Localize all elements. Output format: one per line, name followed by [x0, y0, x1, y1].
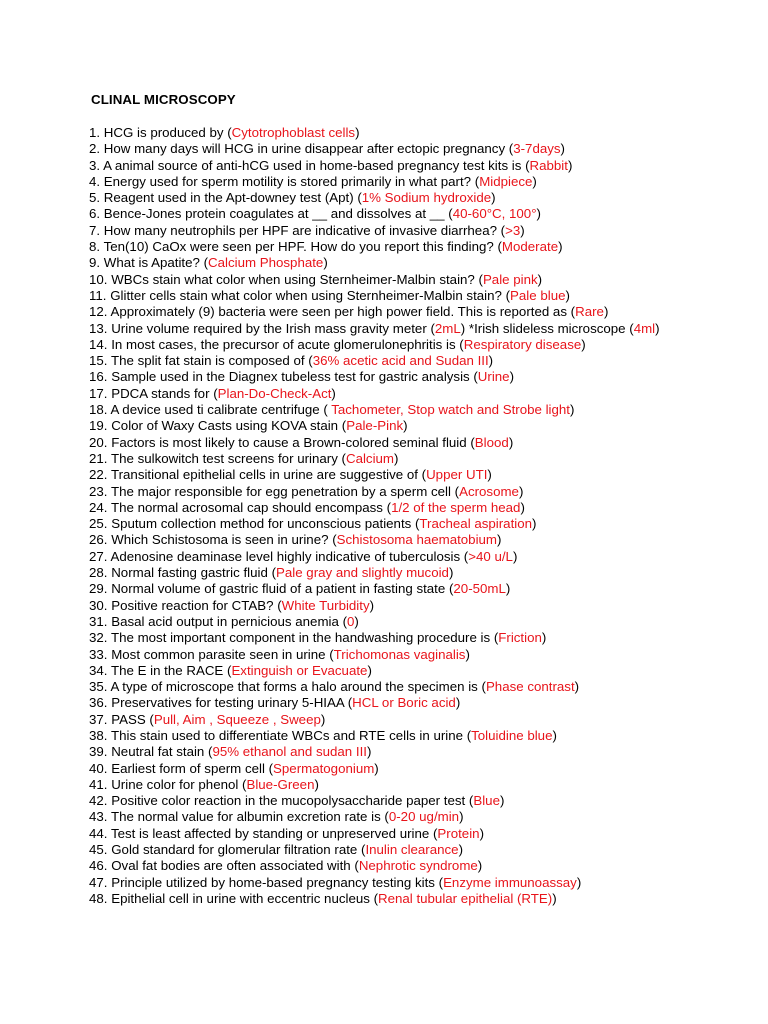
question-number: 27. — [89, 548, 108, 564]
answer-text: 36% acetic acid and Sudan III — [312, 353, 489, 369]
question-item: 46. Oval fat bodies are often associated with (Nephrotic syndrome) — [89, 858, 483, 874]
question-item: 22. Transitional epithelial cells in urine are suggestive of (Upper UTI) — [89, 467, 492, 483]
answer-text: Tracheal aspiration — [419, 516, 533, 532]
question-number: 3. — [89, 157, 101, 173]
question-number: 23. — [89, 483, 108, 499]
answer-text: Inulin clearance — [365, 842, 459, 858]
question-text: The E in the RACE — [110, 662, 224, 678]
question-item: 42. Positive color reaction in the mucopolysaccharide paper test (Blue) — [89, 793, 505, 809]
answer-text: 1% Sodium hydroxide — [361, 190, 492, 206]
answer-text: Nephrotic syndrome — [358, 858, 478, 874]
question-text: The normal acrosomal cap should encompass — [110, 499, 383, 515]
question-item: 30. Positive reaction for CTAB? (White Turbidity) — [89, 597, 375, 613]
question-text: Sputum collection method for unconscious patients — [111, 516, 412, 532]
question-item: 1. HCG is produced by (Cytotrophoblast cells) — [89, 125, 360, 140]
question-text: Adenosine deaminase level highly indicative of tuberculosis — [110, 548, 461, 564]
question-text: Urine volume required by the Irish mass gravity meter — [111, 320, 427, 336]
question-item: 9. What is Apatite? (Calcium Phosphate) — [89, 255, 328, 271]
question-number: 34. — [89, 662, 108, 678]
question-item: 45. Gold standard for glomerular filtration rate (Inulin clearance) — [89, 842, 464, 858]
question-item: 38. This stain used to differentiate WBCs and RTE cells in urine (Toluidine blue) — [89, 727, 557, 743]
question-text: The major responsible for egg penetration by a sperm cell — [110, 483, 451, 499]
question-item: 7. How many neutrophils per HPF are indicative of invasive diarrhea? (>3) — [89, 222, 525, 238]
question-number: 12. — [89, 304, 108, 320]
question-text: Bence-Jones protein coagulates at __ and dissolves at __ — [103, 206, 445, 222]
question-item: 36. Preservatives for testing urinary 5-HIAA (HCL or Boric acid) — [89, 695, 461, 711]
question-item: 47. Principle utilized by home-based pregnancy testing kits (Enzyme immunoassay) — [89, 874, 582, 890]
question-number: 14. — [89, 336, 108, 352]
question-number: 40. — [89, 760, 108, 776]
question-text: In most cases, the precursor of acute glomerulonephritis is — [111, 336, 456, 352]
question-text: Sample used in the Diagnex tubeless test for gastric analysis — [111, 369, 470, 385]
question-item: 12. Approximately (9) bacteria were seen per high power field. This is reported as (Rare) — [89, 304, 609, 320]
answer-text: 0-20 ug/min — [388, 809, 460, 825]
answer-text: White Turbidity — [281, 597, 370, 613]
question-item: 8. Ten(10) CaOx were seen per HPF. How do you report this finding? (Moderate) — [89, 239, 563, 255]
question-text: A animal source of anti-hCG used in home-based pregnancy test kits is — [103, 157, 522, 173]
question-text: A device used ti calibrate centrifuge — [110, 402, 320, 418]
answer-text: Moderate — [501, 239, 559, 255]
question-item: 40. Earliest form of sperm cell (Spermatogonium) — [89, 760, 379, 776]
question-text: Approximately (9) bacteria were seen per high power field. This is reported as — [110, 304, 567, 320]
question-text: Earliest form of sperm cell — [111, 760, 265, 776]
question-number: 13. — [89, 320, 108, 336]
question-number: 11. — [89, 287, 107, 303]
answer-text: Spermatogonium — [273, 760, 375, 776]
question-text: How many days will HCG in urine disappear after ectopic pregnancy — [103, 141, 506, 157]
question-item: 6. Bence-Jones protein coagulates at __ and dissolves at __ (40-60°C, 100°) — [89, 206, 541, 222]
question-number: 35. — [89, 679, 108, 695]
answer-text: Phase contrast — [485, 679, 575, 695]
question-number: 8. — [89, 239, 101, 255]
answer-text: Plan-Do-Check-Act — [217, 385, 332, 401]
answer-text: Calcium — [345, 450, 394, 466]
question-number: 19. — [89, 418, 108, 434]
answer-text: Respiratory disease — [463, 336, 582, 352]
question-item: 26. Which Schistosoma is seen in urine? (Schistosoma haematobium) — [89, 532, 502, 548]
question-text: Basal acid output in pernicious anemia — [111, 613, 339, 629]
question-number: 10. — [89, 271, 108, 287]
answer-text: Renal tubular epithelial (RTE) — [378, 890, 553, 906]
question-text: Neutral fat stain — [111, 744, 205, 760]
question-item: 21. The sulkowitch test screens for urinary (Calcium) — [89, 450, 399, 466]
question-number: 39. — [89, 744, 108, 760]
answer-text: >3 — [505, 222, 521, 238]
question-number: 48. — [89, 890, 108, 906]
question-text: Transitional epithelial cells in urine are suggestive of — [110, 467, 418, 483]
question-item: 15. The split fat stain is composed of (36% acetic acid and Sudan III) — [89, 353, 494, 369]
answer-text: >40 u/L — [468, 548, 513, 564]
question-text: Positive color reaction in the mucopolysaccharide paper test — [111, 793, 466, 809]
question-number: 22. — [89, 467, 108, 483]
question-text: The most important component in the handwashing procedure is — [110, 630, 491, 646]
question-number: 31. — [89, 613, 108, 629]
question-text: Test is least affected by standing or unpreserved urine — [110, 825, 430, 841]
answer-text: Pale-Pink — [346, 418, 404, 434]
question-item: 5. Reagent used in the Apt-downey test (Apt) (1% Sodium hydroxide) — [89, 190, 496, 206]
question-item: 33. Most common parasite seen in urine (Trichomonas vaginalis) — [89, 646, 470, 662]
question-number: 26. — [89, 532, 108, 548]
question-number: 36. — [89, 695, 108, 711]
answer-text: Blue — [473, 793, 500, 809]
question-note: *Irish slideless microscope — [465, 320, 626, 336]
question-number: 6. — [89, 206, 101, 222]
question-text: The normal value for albumin excretion rate is — [110, 809, 381, 825]
document-title: CLINAL MICROSCOPY — [91, 92, 236, 107]
question-number: 28. — [89, 565, 108, 581]
answer-text: Acrosome — [459, 483, 519, 499]
question-number: 43. — [89, 809, 108, 825]
question-number: 32. — [89, 630, 108, 646]
answer-text: Extinguish or Evacuate — [231, 662, 368, 678]
answer-text: Pale pink — [482, 271, 538, 287]
answer-text: Trichomonas vaginalis — [333, 646, 466, 662]
question-item: 3. A animal source of anti-hCG used in home-based pregnancy test kits is (Rabbit) — [89, 157, 573, 173]
question-number: 46. — [89, 858, 108, 874]
question-text: The split fat stain is composed of — [110, 353, 305, 369]
question-text: Factors is most likely to cause a Brown-colored seminal fluid — [111, 434, 467, 450]
answer-text: Tachometer, Stop watch and Strobe light — [327, 402, 570, 418]
answer-text: Rare — [575, 304, 604, 320]
question-text: Normal fasting gastric fluid — [111, 565, 268, 581]
question-number: 1. — [89, 125, 101, 140]
answer-text: Calcium Phosphate — [208, 255, 324, 271]
question-item: 13. Urine volume required by the Irish mass gravity meter (2mL) *Irish slideless microscope (4ml) — [89, 320, 660, 336]
question-text: HCG is produced by — [103, 125, 224, 140]
question-item: 37. PASS (Pull, Aim , Squeeze , Sweep) — [89, 711, 326, 727]
question-number: 20. — [89, 434, 108, 450]
answer-text: 2mL — [434, 320, 461, 336]
answer-text: Cytotrophoblast cells — [231, 125, 356, 140]
question-item: 41. Urine color for phenol (Blue-Green) — [89, 776, 319, 792]
question-text: A type of microscope that forms a halo around the specimen is — [110, 679, 478, 695]
question-number: 24. — [89, 499, 108, 515]
question-text: Principle utilized by home-based pregnancy testing kits — [111, 874, 435, 890]
question-item: 2. How many days will HCG in urine disappear after ectopic pregnancy (3-7days) — [89, 141, 565, 157]
question-number: 21. — [89, 450, 108, 466]
question-text: Urine color for phenol — [111, 776, 239, 792]
question-text: How many neutrophils per HPF are indicative of invasive diarrhea? — [103, 222, 497, 238]
question-number: 18. — [89, 402, 108, 418]
question-number: 2. — [89, 141, 101, 157]
answer-text: 95% ethanol and sudan III — [212, 744, 367, 760]
question-number: 41. — [89, 776, 108, 792]
question-text: Preservatives for testing urinary 5-HIAA — [111, 695, 344, 711]
question-number: 4. — [89, 173, 101, 189]
question-number: 25. — [89, 516, 108, 532]
question-item: 16. Sample used in the Diagnex tubeless test for gastric analysis (Urine) — [89, 369, 515, 385]
question-item: 44. Test is least affected by standing or unpreserved urine (Protein) — [89, 825, 484, 841]
answer-text: Protein — [437, 825, 480, 841]
question-text: What is Apatite? — [103, 255, 200, 271]
question-list — [89, 125, 728, 907]
answer-text: Blue-Green — [246, 776, 315, 792]
question-number: 42. — [89, 793, 108, 809]
question-item: 24. The normal acrosomal cap should encompass (1/2 of the sperm head) — [89, 499, 525, 515]
answer-text: 4ml — [633, 320, 656, 336]
question-number: 30. — [89, 597, 108, 613]
question-item: 4. Energy used for sperm motility is stored primarily in what part? (Midpiece) — [89, 173, 537, 189]
question-item: 18. A device used ti calibrate centrifuge ( Tachometer, Stop watch and Strobe light) — [89, 402, 575, 418]
answer-text: 0 — [347, 613, 355, 629]
question-item: 17. PDCA stands for (Plan-Do-Check-Act) — [89, 385, 336, 401]
question-text: Reagent used in the Apt-downey test (Apt) — [103, 190, 354, 206]
question-number: 9. — [89, 255, 101, 271]
answer-text: Toluidine blue — [471, 727, 553, 743]
question-text: This stain used to differentiate WBCs and RTE cells in urine — [110, 727, 464, 743]
question-number: 44. — [89, 825, 108, 841]
answer-text: 20-50mL — [453, 581, 506, 597]
answer-text: Enzyme immunoassay — [443, 874, 577, 890]
question-text: Glitter cells stain what color when using Sternheimer-Malbin stain? — [110, 287, 502, 303]
question-item: 20. Factors is most likely to cause a Brown-colored seminal fluid (Blood) — [89, 434, 514, 450]
question-text: Color of Waxy Casts using KOVA stain — [111, 418, 339, 434]
question-item: 29. Normal volume of gastric fluid of a patient in fasting state (20-50mL) — [89, 581, 511, 597]
answer-text: Schistosoma haematobium — [336, 532, 498, 548]
answer-text: Friction — [498, 630, 542, 646]
question-text: Positive reaction for CTAB? — [111, 597, 274, 613]
question-text: Gold standard for glomerular filtration rate — [111, 842, 358, 858]
question-text: Which Schistosoma is seen in urine? — [111, 532, 329, 548]
question-item: 14. In most cases, the precursor of acute glomerulonephritis is (Respiratory disease) — [89, 336, 586, 352]
question-text: PASS — [111, 711, 146, 727]
question-number: 5. — [89, 190, 101, 206]
question-text: Oval fat bodies are often associated with — [111, 858, 351, 874]
answer-text: Rabbit — [529, 157, 568, 173]
question-item: 28. Normal fasting gastric fluid (Pale gray and slightly mucoid) — [89, 565, 454, 581]
answer-text: Pale gray and slightly mucoid — [276, 565, 449, 581]
question-number: 45. — [89, 842, 108, 858]
question-text: PDCA stands for — [111, 385, 210, 401]
question-number: 47. — [89, 874, 108, 890]
answer-text: Blood — [474, 434, 509, 450]
question-item: 32. The most important component in the handwashing procedure is (Friction) — [89, 630, 547, 646]
answer-text: Midpiece — [479, 173, 533, 189]
question-number: 33. — [89, 646, 108, 662]
question-text: The sulkowitch test screens for urinary — [110, 450, 338, 466]
question-number: 29. — [89, 581, 108, 597]
question-item: 35. A type of microscope that forms a halo around the specimen is (Phase contrast) — [89, 679, 580, 695]
answer-text: 40-60°C, 100° — [452, 206, 537, 222]
question-text: Most common parasite seen in urine — [111, 646, 326, 662]
question-number: 38. — [89, 727, 108, 743]
answer-text: Upper UTI — [426, 467, 488, 483]
question-item: 43. The normal value for albumin excretion rate is (0-20 ug/min) — [89, 809, 464, 825]
question-text: WBCs stain what color when using Sternheimer-Malbin stain? — [111, 271, 475, 287]
question-item: 10. WBCs stain what color when using Sternheimer-Malbin stain? (Pale pink) — [89, 271, 543, 287]
answer-text: HCL or Boric acid — [352, 695, 456, 711]
question-item: 27. Adenosine deaminase level highly indicative of tuberculosis (>40 u/L) — [89, 548, 518, 564]
question-number: 16. — [89, 369, 108, 385]
question-item: 11. Glitter cells stain what color when using Sternheimer-Malbin stain? (Pale blue) — [89, 287, 570, 303]
question-text: Epithelial cell in urine with eccentric nucleus — [111, 890, 370, 906]
answer-text: 3-7days — [513, 141, 561, 157]
question-text: Ten(10) CaOx were seen per HPF. How do you report this finding? — [103, 239, 494, 255]
answer-text: Urine — [477, 369, 510, 385]
question-number: 15. — [89, 353, 108, 369]
question-number: 7. — [89, 222, 101, 238]
answer-text: Pull, Aim , Squeeze , Sweep — [153, 711, 321, 727]
question-item: 19. Color of Waxy Casts using KOVA stain (Pale-Pink) — [89, 418, 408, 434]
question-text: Normal volume of gastric fluid of a patient in fasting state — [111, 581, 446, 597]
question-item: 25. Sputum collection method for unconscious patients (Tracheal aspiration) — [89, 516, 537, 532]
answer-text: 1/2 of the sperm head — [391, 499, 521, 515]
question-item: 23. The major responsible for egg penetration by a sperm cell (Acrosome) — [89, 483, 524, 499]
question-number: 17. — [89, 385, 108, 401]
question-item: 39. Neutral fat stain (95% ethanol and sudan III) — [89, 744, 372, 760]
question-item: 34. The E in the RACE (Extinguish or Evacuate) — [89, 662, 372, 678]
question-text: Energy used for sperm motility is stored primarily in what part? — [103, 173, 472, 189]
question-number: 37. — [89, 711, 108, 727]
answer-text: Pale blue — [510, 287, 566, 303]
question-item: 48. Epithelial cell in urine with eccentric nucleus (Renal tubular epithelial (RTE)) — [89, 890, 557, 906]
question-item: 31. Basal acid output in pernicious anemia (0) — [89, 613, 359, 629]
